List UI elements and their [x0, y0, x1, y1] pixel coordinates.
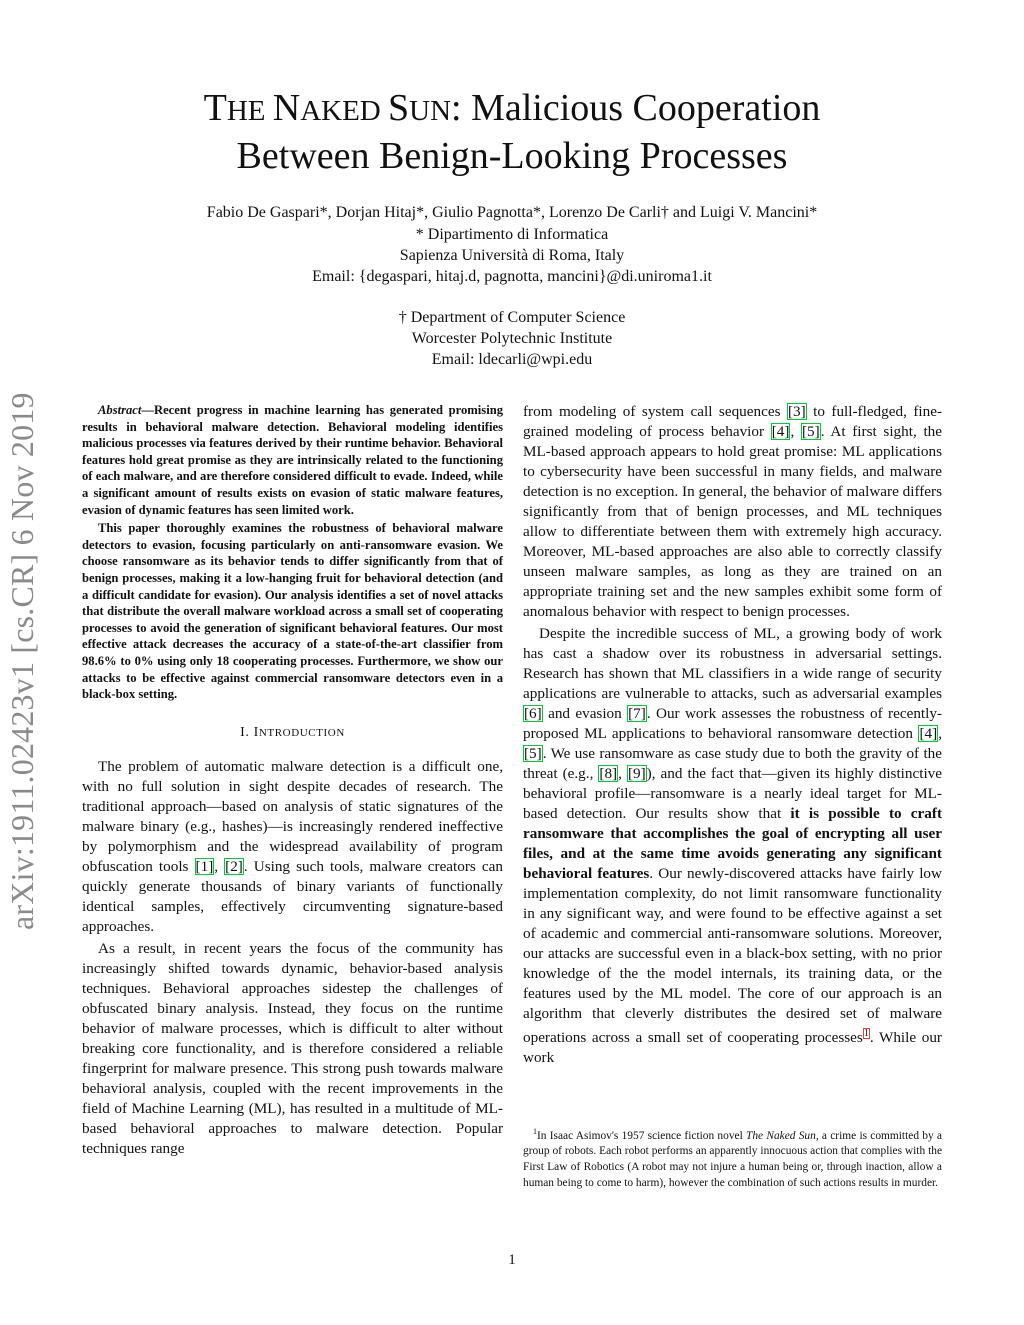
title-line-2: Between Benign-Looking Processes	[236, 135, 788, 177]
section-heading: I. INTRODUCTION	[240, 724, 345, 740]
affiliation-line: Worcester Polytechnic Institute	[411, 330, 613, 347]
abstract-paragraph: This paper thoroughly examines the robustness of behavioral malware detectors to evasion, focusing particularly on anti-ransomware evasion. We choose ransomware as its behavior tends to differ significantly from that of benign processes, making it a low-hanging fruit for behavioral detection (and a difficult candidate for evasion). Our analysis identifies a set of novel attacks that distribute the overall malware workload across a small set of cooperating processes to avoid the generation of significant behavioral features. Our most effective attack decreases the accuracy of a state-of-the-art classifier from 98.6% to 0% using only 18 cooperating processes. Furthermore, we show our attacks to be effective against commercial ransomware detectors even in a black-box setting.	[82, 521, 503, 702]
left-column	[82, 402, 503, 1159]
abstract	[82, 402, 503, 703]
affiliation-email: Email: ldecarli@wpi.edu	[431, 351, 593, 368]
citation-link[interactable]: [4]	[919, 725, 938, 742]
citation-link[interactable]: [7]	[628, 705, 646, 722]
affiliation-email: Email: {degaspari, hitaj.d, pagnotta, mancini}@di.uniroma1.it	[312, 268, 712, 285]
body-paragraph: The problem of automatic malware detection is a difficult one, with no full solution in sight despite decades of research. The traditional approach—based on analysis of static signatures of the malware binary (e.g., hashes)—is increasingly rendered ineffective by polymorphism and the widespread availability of program obfuscation tools [1], [2]. Using such tools, malware creators can quickly generate thousands of binary variants of functionally identical samples, effectively circumventing signature-based approaches.	[82, 757, 503, 935]
citation-link[interactable]: [8]	[599, 765, 618, 782]
arxiv-identifier: arXiv:1911.02423v1 [cs.CR] 6 Nov 2019	[4, 392, 40, 930]
page-number: 1	[508, 1252, 516, 1268]
citation-link[interactable]: [1]	[195, 857, 214, 875]
author-list: Fabio De Gaspari*, Dorjan Hitaj*, Giulio Pagnotta*, Lorenzo De Carli† and Luigi V. Mancini*	[206, 204, 818, 221]
abstract-paragraph: Abstract—Recent progress in machine learning has generated promising results in behavioral malware detection. Behavioral modeling identifies malicious processes via features derived by their runtime behavior. Behavioral features hold great promise as they are intrinsically related to the functioning of each malware, and are therefore considered difficult to evade. Indeed, while a significant amount of results exists on evasion of static malware features, evasion of dynamic features has seen limited work.	[82, 403, 503, 517]
footnote-link[interactable]: 1	[863, 1028, 869, 1039]
title-line-1: THE NAKED SUN: Malicious Cooperation	[203, 87, 821, 129]
affiliation-line: † Department of Computer Science	[398, 309, 626, 326]
key-finding: it is possible to craft ransomware that accomplishes the goal of encrypting all user files, and at the same time avoids generating any significant behavioral features	[523, 805, 942, 882]
citation-link[interactable]: [5]	[801, 423, 820, 440]
citation-link[interactable]: [9]	[627, 765, 646, 782]
citation-link[interactable]: [4]	[771, 423, 790, 440]
citation-link[interactable]: [6]	[524, 705, 542, 722]
citation-link[interactable]: [2]	[225, 857, 243, 875]
affiliation-line: Sapienza Università di Roma, Italy	[399, 247, 625, 264]
body-paragraph: Despite the incredible success of ML, a growing body of work has cast a shadow over its robustness in adversarial settings. Research has shown that ML classifiers in a wide range of security applications are vulnerable to attacks, such as adversarial examples [6] and evasion [7]. Our work assesses the robustness of recently-proposed ML applications to behavioral ransomware detection [4], [5]. We use ransomware as case study due to both the gravity of the threat (e.g., [8], [9]), and the fact that—given its highly distinctive behavioral profile—ransomware is a nearly ideal target for ML-based detection. Our results show that it is possible to craft ransomware that accomplishes the goal of encrypting all user files, and at the same time avoids generating any significant behavioral features. Our newly-discovered attacks have fairly low implementation complexity, do not limit ransomware functionality in any significant way, and were found to be effective against a set of academic and commercial anti-ransomware solutions. Moreover, our attacks are successful even in a black-box setting, with no prior knowledge of the the model internals, its training data, or the features used by the ML model. The core of our approach is an algorithm that cleverly distributes the desired set of malware operations across a small set of cooperating processes$^1$. While our work	[523, 625, 943, 1067]
citation-link[interactable]: [3]	[787, 403, 806, 420]
body-paragraph: As a result, in recent years the focus of the community has increasingly shifted towards dynamic, behavior-based analysis techniques. Behavioral approaches sidestep the challenges of obfuscated binary analysis. Instead, they focus on the runtime behavior of malware processes, which is difficult to alter without breaking core functionality, and is therefore considered a reliable fingerprint for malware presence. This strong push towards malware behavioral analysis, coupled with the recent improvements in the field of Machine Learning (ML), has resulted in a multitude of ML-based behavioral approaches to malware detection. Popular techniques range	[82, 939, 503, 1157]
body-paragraph: from modeling of system call sequences [3] to full-fledged, fine-grained modeling of process behavior [4], [5]. At first sight, the ML-based approach appears to hold great promise: ML applications to cybersecurity have been successful in many fields, and malware detection is no exception. In general, the behavior of malware differs significantly from that of benign processes, and ML techniques allow to differentiate between them with extremely high accuracy. Moreover, ML-based approaches are also able to correctly classify unseen malware samples, as long as they are trained on an appropriate training set and the new samples exhibit some form of anomalous behavior with respect to benign processes.	[523, 403, 943, 620]
footnote: $^1$In Isaac Asimov's 1957 science fiction novel The Naked Sun, a crime is committed by a group of robots. Each robot performs an apparently innocuous action that complies with the First Law of Robotics (A robot may not injure a human being or, through inaction, allow a human being to come to harm), however the combination of such actions results in murder.	[523, 1127, 942, 1189]
right-column	[523, 402, 942, 1068]
citation-link[interactable]: [5]	[524, 745, 542, 762]
affiliation-line: * Dipartimento di Informatica	[415, 226, 609, 243]
